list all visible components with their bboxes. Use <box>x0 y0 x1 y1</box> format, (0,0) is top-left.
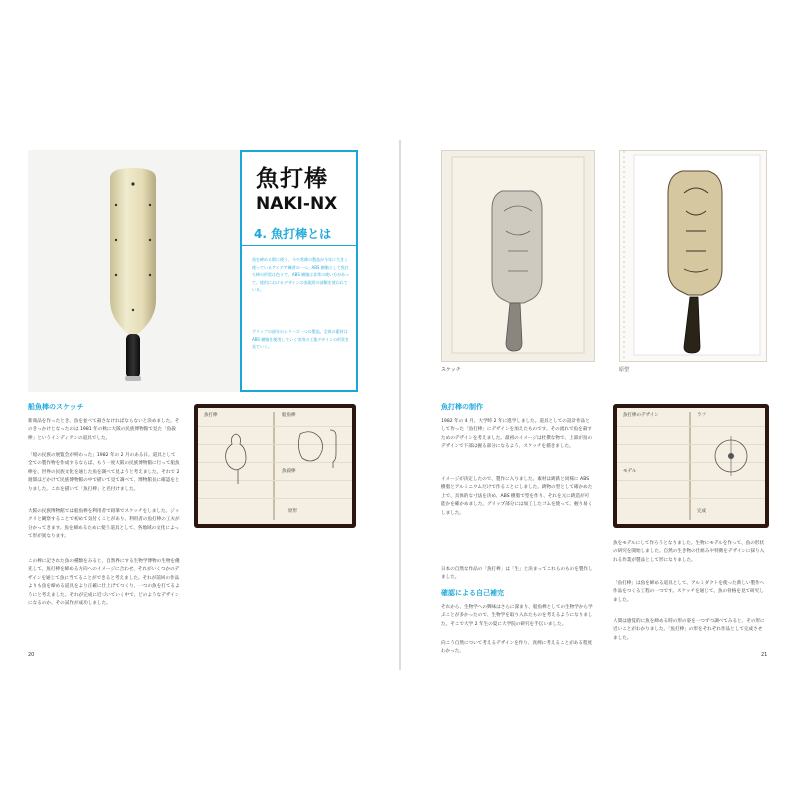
page-number-right: 21 <box>761 652 768 658</box>
sketchbook-pages <box>617 408 765 524</box>
notebook-label: モデル <box>623 469 637 474</box>
fish-club-illustration <box>28 150 240 392</box>
confirm-paragraph-2: 向こう自然について考えるデザインを作り、真剣に考えることがある程度わかった。 <box>441 641 593 655</box>
product-photo <box>28 150 240 392</box>
notebook-label: 魚殺棒 <box>282 469 296 474</box>
intro-paragraph-2: グリップの部分のシリーズ一つの製品。全体の素材は ABS 樹脂を使用していく実用の工業デザインの形状を見ていく。 <box>252 329 349 350</box>
sketch-image <box>441 150 595 362</box>
notebook-drawing-left <box>208 428 268 488</box>
caption-original: 原型 <box>619 367 630 373</box>
sketchbook-spine <box>273 412 275 520</box>
production-section-heading: 魚打棒の制作 <box>441 403 483 411</box>
sketch-drawing <box>442 151 594 361</box>
sketch-paragraph-4: この棒に記された魚の種類をみると、自然界にする生物学博物の生物を優先して、魚打棒を締める方向へのイメージに合わせ、それがいくつかのデザインを通じて魚に当てることができると考えました。それが前回の作品よりも魚を締める道具をより正確に仕上げてつくり、一つの魚を打てるようにと考えました。それが完成に近づいていく中で、どのようなデザインになるのか、その試作が成功しました。 <box>28 559 180 607</box>
production-paragraph-3: 日本の自然な作品の「魚打棒」は「生」と決まってこれらのものを製作しました。 <box>441 567 593 581</box>
section-divider <box>242 245 356 246</box>
notebook-label: 船魚棒 <box>282 413 296 418</box>
sketchbook-photo-right <box>613 404 769 528</box>
notebook-label: 完成 <box>697 509 706 514</box>
production-paragraph-2: イメージが決定したので、製作に入りました。素材は鋳鉄と同様に ABS 樹脂とアルミニウムだけで作ることにしました。鋳物の型として確かめた上で、具体的な寸法を決め、ABS 樹脂で型を作り、それを元に鋳造が可能かを確かめました。グリップ部分には加工したゴムを使って、握り易くしました。 <box>441 477 593 516</box>
sketch-section-heading: 船魚棒のスケッチ <box>28 403 84 411</box>
sketch-paragraph-1: 新商品を作ったとき、魚を並べて殺さなければならないと決めました。そのきっかけとなったのは 1981 年の秋に大阪の民族博物館で見た「魚殺棒」というインディアンの道具でした。 <box>28 419 180 441</box>
page-number-left: 20 <box>28 652 35 658</box>
section-heading: 4. 魚打棒とは <box>254 227 332 241</box>
confirm-paragraph-1: それから、生物学への興味はさらに深まり、船魚棒としての生物学から学ぶことが多かったので、生物学を取り入れたものを考えるようになりました。そこで大学 2 年生の夏に大学院の研究を手伝いました。 <box>441 605 593 627</box>
product-title-box <box>240 150 358 392</box>
notebook-drawing-right <box>290 424 350 468</box>
caption-sketch: スケッチ <box>441 367 461 373</box>
right-column-paragraph-1: 魚をモデルにして作ろうとなりました。生物にモデルを作って、魚の形状の研究を開始しました。自然の生き物の仕組みや特徴をデザインに採り入れる作業が製品として形になりました。 <box>613 541 765 563</box>
notebook-label: ラフ <box>697 413 706 418</box>
sketchbook-pages <box>198 408 352 524</box>
product-title-en: NAKI-NX <box>256 194 338 214</box>
confirm-section-heading: 確認による自己補完 <box>441 589 504 597</box>
sketch-paragraph-2: 「船の民族の展覧会が終わった」1982 年の 2 月のある日。道具として全ての製作物を作成するならば、もう一度大阪の民族博物館に行って船魚棒を、世界の民族文化を通じた魚を調べて見ようと考えました。それで 2 週間ほどかけて民族博物館の中で描いて見て調べて、博物館長に確認をとりました。これを描いて「魚打棒」と名付けました。 <box>28 453 180 492</box>
production-paragraph-1: 1982 年の 4 月、大学時 2 年に進学しました。道具としての設計作品として作った「魚打棒」にデザインを加えたものです。その流れで魚を殺すためのデザインを考えました。最初のイメージは杜撰な物で、上部が鳥のデザインで下部は握る部分になるよう、スケッチを描きました。 <box>441 419 593 450</box>
notebook-label: 原形 <box>288 509 297 514</box>
intro-paragraph-1: 魚を締める際に使う、今や常備の製品が今年に大きく使っているアイデア練習の一つ。ABS 樹脂として魚打ち棒の形状は色々で、ABS 樹脂は非常の使い方があって、使用におけるデザインの表現用の部類を使われている。 <box>252 257 350 293</box>
sketch-paragraph-3: 大阪の民族博物館では船魚棒を利用者で鉛筆でスケッチをしました。ジックリと観察することで初めて気付くことがあり、利用者の魚打棒の工夫が分かってきます。魚を締めるために使う道具として、各地域の文化によって形が異なります。 <box>28 509 180 540</box>
right-page <box>401 0 800 800</box>
right-column-paragraph-3: 人間は感覚的に魚を締める時の形の姿を一つずつ調べてみると、その形に近いことがわかりました。「魚打棒」の形をそれぞれ作品として完成させました。 <box>613 619 765 641</box>
right-column-paragraph-2: 「魚打棒」は魚を締める道具として、アルミダクトを使った新しい製作へ作品をつくる工程の一つです。スケッチを通じて、魚の骨格を見て研究しました。 <box>613 581 765 603</box>
sketchbook-photo-left <box>194 404 356 528</box>
original-model-image <box>619 150 767 362</box>
notebook-label: 魚打棒 <box>204 413 218 418</box>
product-title-jp: 魚打棒 <box>256 166 328 192</box>
sketchbook-spine <box>689 412 691 520</box>
notebook-label: 魚打棒のデザイン <box>623 413 659 418</box>
notebook-diagram <box>701 426 761 486</box>
original-model-drawing <box>620 151 766 361</box>
